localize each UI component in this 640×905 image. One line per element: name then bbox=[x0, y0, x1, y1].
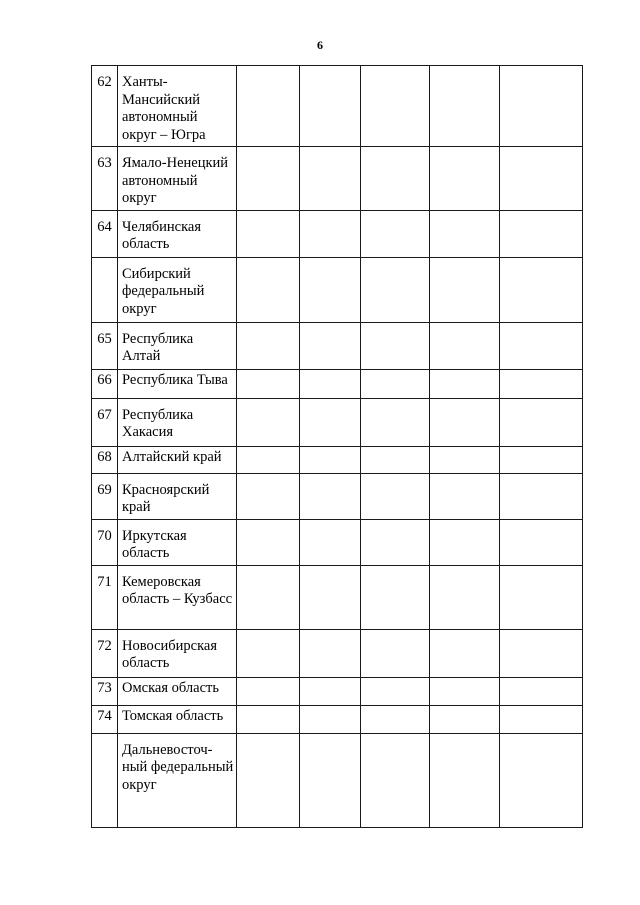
empty-cell bbox=[500, 629, 583, 677]
empty-cell bbox=[361, 519, 430, 565]
empty-cell bbox=[361, 257, 430, 322]
empty-cell bbox=[237, 369, 300, 398]
row-number: 74 bbox=[92, 705, 118, 733]
empty-cell bbox=[430, 210, 500, 257]
empty-cell bbox=[361, 369, 430, 398]
regions-table bbox=[91, 65, 583, 828]
empty-cell bbox=[361, 473, 430, 519]
empty-cell bbox=[430, 322, 500, 369]
region-name: Ямало-Ненецкий автономный округ bbox=[118, 147, 237, 211]
row-number: 71 bbox=[92, 565, 118, 629]
empty-cell bbox=[500, 705, 583, 733]
empty-cell bbox=[300, 369, 361, 398]
empty-cell bbox=[500, 369, 583, 398]
empty-cell bbox=[237, 210, 300, 257]
empty-cell bbox=[237, 519, 300, 565]
empty-cell bbox=[500, 677, 583, 705]
row-number: 65 bbox=[92, 322, 118, 369]
region-name: Кемеровская область – Кузбасс bbox=[118, 565, 237, 629]
region-name: Иркутская область bbox=[118, 519, 237, 565]
empty-cell bbox=[361, 398, 430, 446]
empty-cell bbox=[237, 322, 300, 369]
empty-cell bbox=[300, 398, 361, 446]
table-row bbox=[92, 473, 583, 519]
empty-cell bbox=[500, 147, 583, 211]
row-number bbox=[92, 733, 118, 827]
row-number: 67 bbox=[92, 398, 118, 446]
table-row bbox=[92, 257, 583, 322]
table-row bbox=[92, 398, 583, 446]
empty-cell bbox=[300, 733, 361, 827]
empty-cell bbox=[500, 733, 583, 827]
empty-cell bbox=[237, 565, 300, 629]
empty-cell bbox=[500, 565, 583, 629]
empty-cell bbox=[430, 147, 500, 211]
empty-cell bbox=[430, 565, 500, 629]
empty-cell bbox=[300, 705, 361, 733]
empty-cell bbox=[237, 629, 300, 677]
empty-cell bbox=[300, 322, 361, 369]
table-row bbox=[92, 369, 583, 398]
empty-cell bbox=[300, 677, 361, 705]
empty-cell bbox=[361, 565, 430, 629]
region-name: Республика Алтай bbox=[118, 322, 237, 369]
row-number: 72 bbox=[92, 629, 118, 677]
table-row bbox=[92, 677, 583, 705]
empty-cell bbox=[237, 446, 300, 473]
empty-cell bbox=[430, 473, 500, 519]
empty-cell bbox=[430, 677, 500, 705]
page-number: 6 bbox=[317, 38, 323, 52]
empty-cell bbox=[237, 66, 300, 147]
empty-cell bbox=[361, 705, 430, 733]
table-row bbox=[92, 210, 583, 257]
empty-cell bbox=[300, 257, 361, 322]
empty-cell bbox=[430, 446, 500, 473]
empty-cell bbox=[430, 629, 500, 677]
empty-cell bbox=[237, 677, 300, 705]
empty-cell bbox=[430, 733, 500, 827]
row-number: 66 bbox=[92, 369, 118, 398]
empty-cell bbox=[300, 147, 361, 211]
row-number: 69 bbox=[92, 473, 118, 519]
empty-cell bbox=[237, 473, 300, 519]
row-number: 70 bbox=[92, 519, 118, 565]
empty-cell bbox=[300, 629, 361, 677]
region-name: Республика Хакасия bbox=[118, 398, 237, 446]
empty-cell bbox=[361, 210, 430, 257]
empty-cell bbox=[430, 519, 500, 565]
district-name: Дальневосточ-ный федеральный округ bbox=[118, 733, 237, 827]
table-row bbox=[92, 565, 583, 629]
district-name: Сибирский федеральный округ bbox=[118, 257, 237, 322]
empty-cell bbox=[361, 66, 430, 147]
empty-cell bbox=[300, 473, 361, 519]
table-row bbox=[92, 629, 583, 677]
empty-cell bbox=[237, 705, 300, 733]
empty-cell bbox=[500, 398, 583, 446]
row-number: 68 bbox=[92, 446, 118, 473]
empty-cell bbox=[300, 66, 361, 147]
empty-cell bbox=[361, 147, 430, 211]
region-name: Томская область bbox=[118, 705, 237, 733]
empty-cell bbox=[361, 446, 430, 473]
region-name: Челябинская область bbox=[118, 210, 237, 257]
empty-cell bbox=[237, 398, 300, 446]
empty-cell bbox=[500, 446, 583, 473]
empty-cell bbox=[500, 257, 583, 322]
empty-cell bbox=[430, 398, 500, 446]
table-row bbox=[92, 322, 583, 369]
row-number: 63 bbox=[92, 147, 118, 211]
table-row bbox=[92, 705, 583, 733]
region-name: Омская область bbox=[118, 677, 237, 705]
empty-cell bbox=[237, 147, 300, 211]
region-name: Алтайский край bbox=[118, 446, 237, 473]
region-name: Ханты-Мансийский автономный округ – Югра bbox=[118, 66, 237, 147]
empty-cell bbox=[361, 733, 430, 827]
empty-cell bbox=[500, 519, 583, 565]
table-row bbox=[92, 446, 583, 473]
empty-cell bbox=[361, 629, 430, 677]
empty-cell bbox=[430, 257, 500, 322]
table-row bbox=[92, 66, 583, 147]
region-name: Красноярский край bbox=[118, 473, 237, 519]
empty-cell bbox=[361, 677, 430, 705]
empty-cell bbox=[300, 446, 361, 473]
row-number: 64 bbox=[92, 210, 118, 257]
row-number: 73 bbox=[92, 677, 118, 705]
empty-cell bbox=[300, 565, 361, 629]
region-name: Новосибирская область bbox=[118, 629, 237, 677]
empty-cell bbox=[430, 705, 500, 733]
empty-cell bbox=[361, 322, 430, 369]
empty-cell bbox=[500, 322, 583, 369]
empty-cell bbox=[500, 210, 583, 257]
row-number: 62 bbox=[92, 66, 118, 147]
empty-cell bbox=[430, 66, 500, 147]
table-row bbox=[92, 147, 583, 211]
empty-cell bbox=[500, 66, 583, 147]
table-row bbox=[92, 733, 583, 827]
empty-cell bbox=[237, 257, 300, 322]
empty-cell bbox=[430, 369, 500, 398]
empty-cell bbox=[300, 210, 361, 257]
empty-cell bbox=[500, 473, 583, 519]
table-row bbox=[92, 519, 583, 565]
row-number bbox=[92, 257, 118, 322]
empty-cell bbox=[300, 519, 361, 565]
region-name: Республика Тыва bbox=[118, 369, 237, 398]
empty-cell bbox=[237, 733, 300, 827]
